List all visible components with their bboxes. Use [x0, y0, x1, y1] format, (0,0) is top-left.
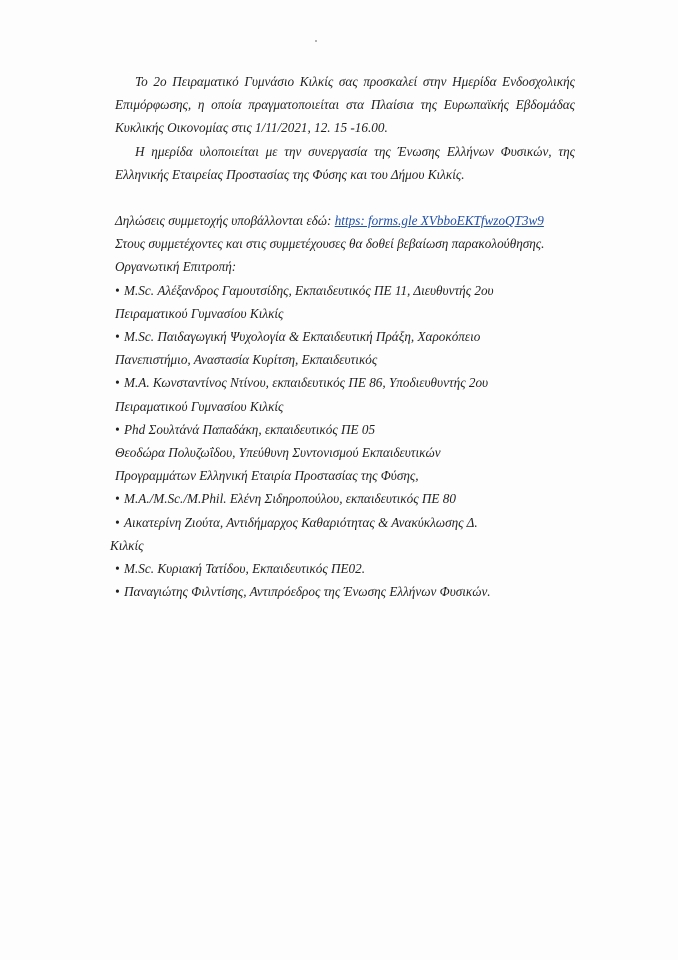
committee-member-3 — [115, 371, 575, 394]
committee-member-8-text: M.Sc. Κυριακή Τατίδου, Εκπαιδευτικός ΠΕ02. — [124, 561, 366, 577]
bullet-icon: • — [115, 491, 120, 507]
registration-label: Δηλώσεις συμμετοχής υποβάλλονται εδώ: — [115, 213, 332, 229]
committee-member-7-cont: Κιλκίς — [110, 537, 144, 553]
committee-member-2-cont: Πανεπιστήμιο, Αναστασία Κυρίτση, Εκπαιδευτικός — [115, 352, 378, 368]
committee-member-9 — [115, 580, 575, 603]
committee-member-9-text: Παναγιώτης Φιλντίσης, Αντιπρόεδρος της Ένωσης Ελλήνων Φυσικών. — [124, 584, 491, 600]
spacer — [115, 186, 575, 209]
bullet-icon: • — [115, 514, 120, 530]
committee-member-7-text: Αικατερίνη Ζιούτα, Αντιδήμαρχος Καθαριότητας & Ανακύκλωσης Δ. — [124, 514, 478, 530]
scan-speck — [315, 40, 317, 42]
bullet-icon: • — [115, 584, 120, 600]
committee-member-6-text: M.A./M.Sc./M.Phil. Ελένη Σιδηροπούλου, εκπαιδευτικός ΠΕ 80 — [124, 491, 456, 507]
committee-member-1-cont: Πειραματικού Γυμνασίου Κιλκίς — [115, 305, 284, 321]
committee-member-8 — [115, 557, 575, 580]
committee-member-6 — [115, 487, 575, 510]
committee-member-2-text: M.Sc. Παιδαγωγική Ψυχολογία & Εκπαιδευτική Πράξη, Χαροκόπειο — [124, 329, 481, 345]
bullet-icon: • — [115, 375, 120, 391]
committee-heading: Οργανωτική Επιτροπή: — [115, 259, 237, 275]
committee-member-5-cont: Προγραμμάτων Ελληνική Εταιρία Προστασίας της Φύσης, — [115, 468, 419, 484]
bullet-icon: • — [115, 329, 120, 345]
committee-member-7 — [115, 511, 575, 534]
intro-paragraph-2: Η ημερίδα υλοποιείται με την συνεργασία της Ένωσης Ελλήνων Φυσικών, της Ελληνικής Εταιρείας Προστασίας της Φύσης και του Δήμου Κιλκίς. — [115, 143, 575, 182]
document-body — [110, 70, 575, 603]
committee-member-1 — [115, 279, 575, 302]
registration-link[interactable]: https: forms.gle XVbboEKTfwzoQT3w9 — [334, 213, 544, 229]
bullet-icon: • — [115, 282, 120, 298]
intro-paragraph-1: Το 2ο Πειραματικό Γυμνάσιο Κιλκίς σας προσκαλεί στην Ημερίδα Ενδοσχολικής Επιμόρφωσης, η οποία πραγματοποιείται στα Πλαίσια της Ευρωπαϊκής Εβδομάδας Κυκλικής Οικονομίας στις 1/11/2021, 12. 15 -16.00. — [115, 74, 575, 136]
committee-member-2 — [115, 325, 575, 348]
intro-section — [115, 70, 575, 186]
certificate-note: Στους συμμετέχοντες και στις συμμετέχουσες θα δοθεί βεβαίωση παρακολούθησης. — [115, 236, 545, 252]
committee-member-4-text: Phd Σουλτάνά Παπαδάκη, εκπαιδευτικός ΠΕ 05 — [124, 421, 376, 437]
bullet-icon: • — [115, 561, 120, 577]
bullet-icon: • — [115, 421, 120, 437]
committee-member-5: Θεοδώρα Πολυζωΐδου, Υπεύθυνη Συντονισμού Εκπαιδευτικών — [115, 445, 441, 461]
registration-section — [115, 209, 575, 255]
committee-section — [110, 255, 575, 603]
committee-member-3-cont: Πειραματικού Γυμνασίου Κιλκίς — [115, 398, 284, 414]
committee-member-3-text: M.A. Κωνσταντίνος Ντίνου, εκπαιδευτικός ΠΕ 86, Υποδιευθυντής 2ου — [124, 375, 489, 391]
committee-member-4 — [115, 418, 575, 441]
registration-line — [115, 209, 575, 232]
committee-member-1-text: M.Sc. Αλέξανδρος Γαμουτσίδης, Εκπαιδευτικός ΠΕ 11, Διευθυντής 2ου — [124, 282, 494, 298]
